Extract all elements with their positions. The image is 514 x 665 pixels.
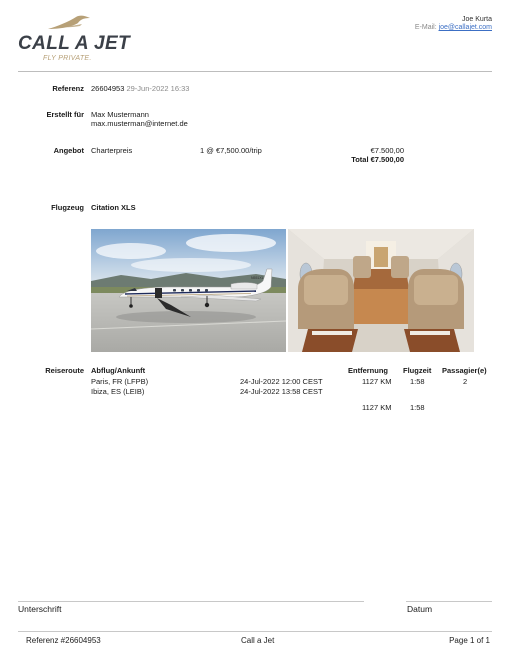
route-total-distance: 1127 KM [362,403,392,412]
route-header-flight-time: Flugzeit [403,366,432,375]
leg-time: 24-Jul-2022 13:58 CEST [240,387,323,396]
offer-qty-price: 1 @ €7,500.00/trip [200,146,262,155]
logo-text: CALL A JET [18,33,131,54]
leg-flight-time: 1:58 [410,377,425,386]
header-divider [18,71,492,72]
route-header-departure-arrival: Abflug/Ankunft [91,366,146,375]
signature-label: Unterschrift [18,604,62,614]
reference-value [91,84,189,93]
offer-amount: €7.500,00 [370,146,404,155]
leg-airport: Paris, FR (LFPB) [91,377,149,386]
leg-passengers: 2 [463,377,468,386]
created-for-email: max.musterman@internet.de [91,119,188,128]
logo-tagline: FLY PRIVATE. [43,55,92,62]
route-header-passengers: Passagier(e) [442,366,487,375]
reference-number: 26604953 [91,84,125,93]
offer-item: Charterpreis [91,146,133,155]
contact-name: Joe Kurta [462,16,492,23]
footer-reference: Referenz #26604953 [26,636,101,645]
route-label: Reiseroute [45,366,84,375]
route-total-flight-time: 1:58 [410,403,425,412]
email-label: E-Mail: [414,24,437,31]
leg-airport: Ibiza, ES (LEIB) [91,387,145,396]
logo-wing-icon [46,14,94,32]
route-header-distance: Entfernung [348,366,388,375]
created-for-name: Max Mustermann [91,110,149,119]
aircraft-interior-photo [288,229,474,352]
contact-email [415,24,492,31]
svg-text:N551XL: N551XL [251,276,264,280]
date-label: Datum [407,604,433,614]
reference-label: Referenz [52,84,84,93]
footer-company: Call a Jet [241,636,275,645]
aircraft-label: Flugzeug [51,203,84,212]
aircraft-name: Citation XLS [91,203,136,212]
date-line [406,601,492,602]
created-for-label: Erstellt für [46,110,84,119]
signature-line [18,601,364,602]
leg-time: 24-Jul-2022 12:00 CEST [240,377,323,386]
offer-total: Total €7.500,00 [351,155,404,164]
aircraft-exterior-photo [91,229,286,352]
footer-divider [18,631,492,632]
leg-distance: 1127 KM [362,377,392,386]
email-link[interactable]: joe@callajet.com [438,24,492,31]
reference-datetime: 29-Jun-2022 16:33 [126,84,190,93]
offer-label: Angebot [53,146,84,155]
footer-page: Page 1 of 1 [449,636,490,645]
